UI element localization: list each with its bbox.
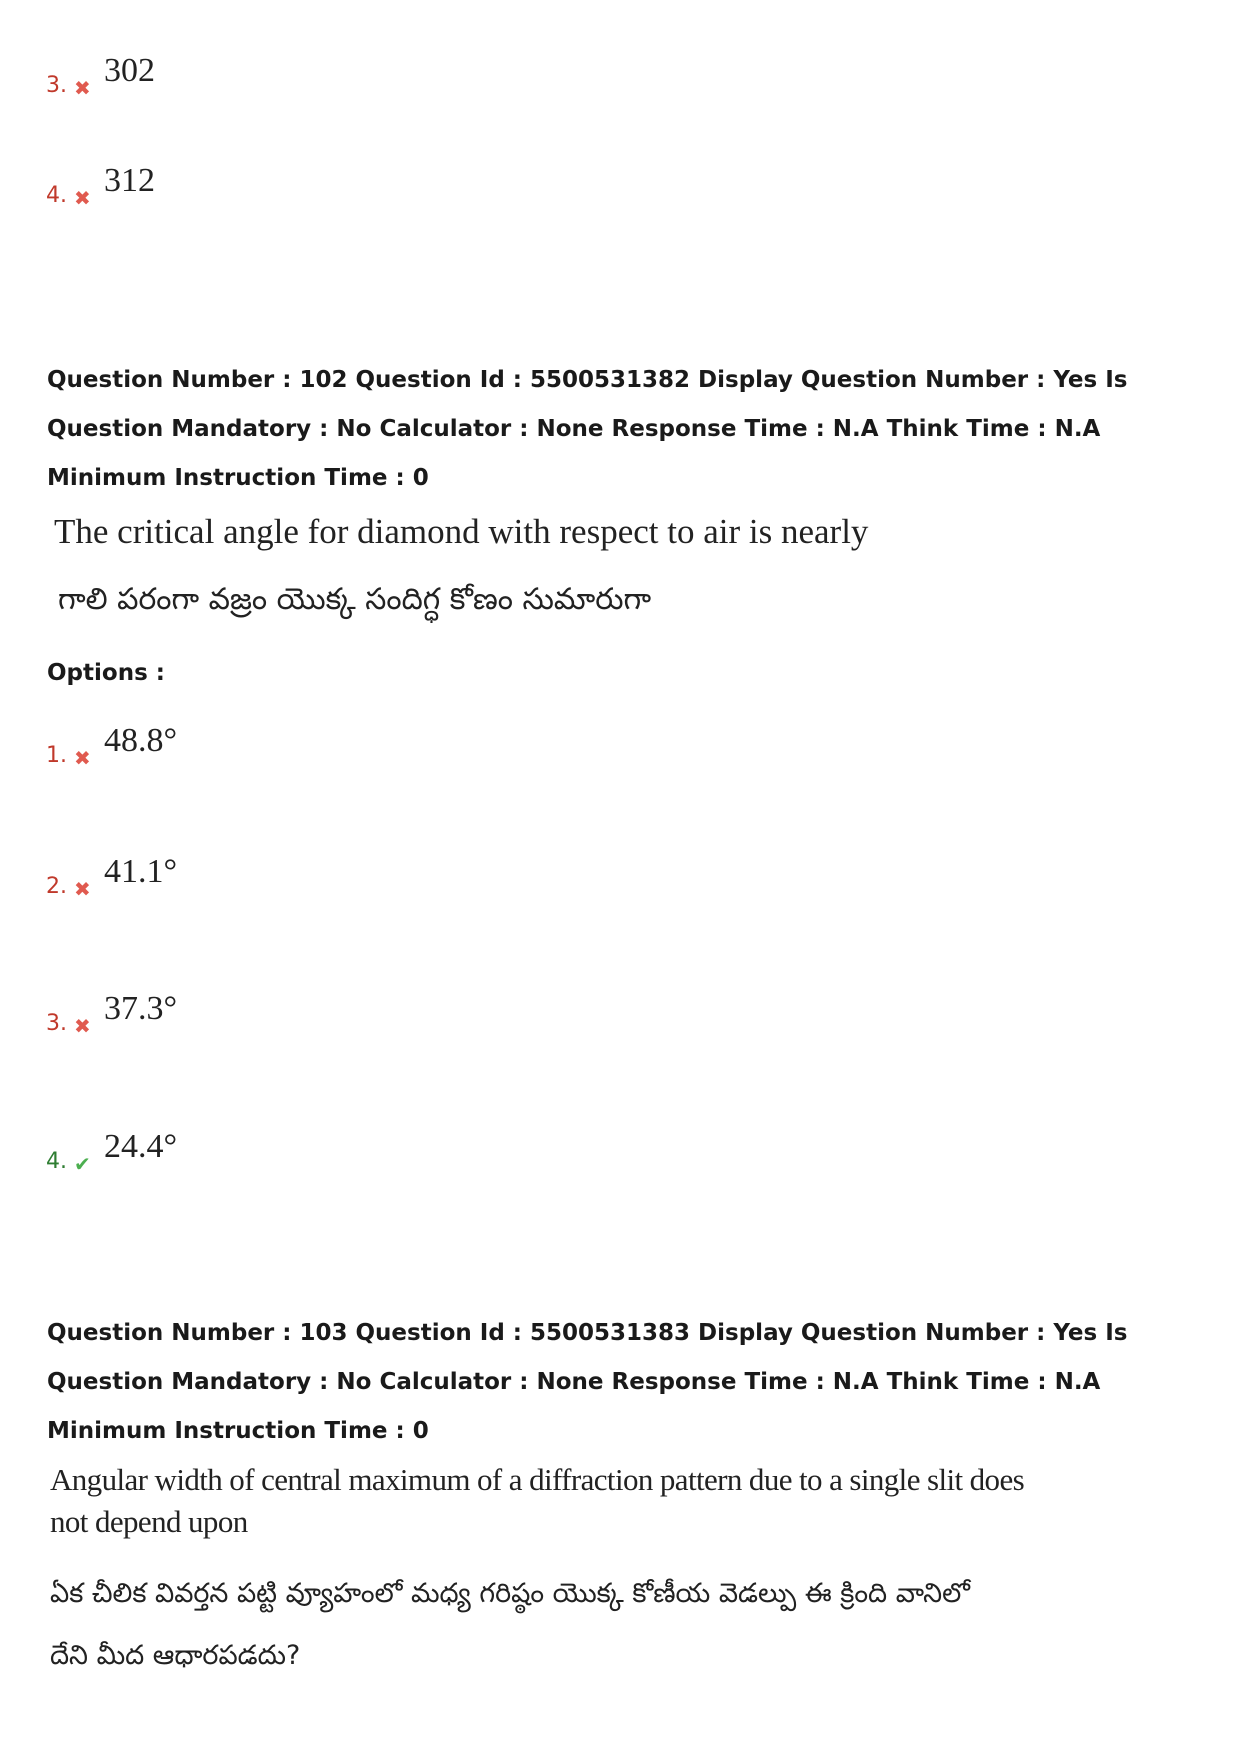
option-1 [46, 722, 177, 768]
option-value: 302 [104, 52, 155, 89]
option-value: 312 [104, 162, 155, 199]
question-text-telugu: గాలి పరంగా వజ్రం యొక్క సందిగ్ధ కోణం సుమారుగా [58, 582, 652, 617]
options-label: Options : [47, 660, 165, 686]
option-number: 3. [46, 73, 67, 98]
option-number: 3. [46, 1011, 67, 1036]
prev-option-3 [46, 52, 155, 98]
cross-icon: ✖ [74, 746, 91, 770]
question-text-telugu-line2: దేని మీద ఆధారపడదు? [50, 1640, 301, 1671]
option-value: 48.8° [104, 722, 178, 759]
cross-icon: ✖ [74, 76, 91, 100]
option-number: 4. [46, 1149, 67, 1174]
option-3 [46, 990, 177, 1036]
option-number: 2. [46, 874, 67, 899]
check-icon: ✔ [74, 1152, 91, 1176]
question-text-telugu-line1: ఏక చీలిక వివర్తన పట్టి వ్యూహంలో మధ్య గరిష్ఠం యొక్క కోణీయ వెడల్పు ఈ క్రింది వానిలో [50, 1578, 970, 1609]
question-text-english-line2: not depend upon [50, 1504, 248, 1539]
cross-icon: ✖ [74, 877, 91, 901]
option-number: 4. [46, 183, 67, 208]
question-meta: Question Number : 102 Question Id : 5500531382 Display Question Number : Yes Is Question Mandatory : No Calculator : None Response Time : N.A Think Time : N.A Minimum Instruction Time : 0 [47, 367, 1128, 491]
option-value: 37.3° [104, 990, 178, 1027]
option-2 [46, 853, 177, 899]
option-4 [46, 1128, 177, 1174]
option-value: 41.1° [104, 853, 178, 890]
question-text-english-line1: Angular width of central maximum of a diffraction pattern due to a single slit does [50, 1462, 1025, 1497]
question-meta: Question Number : 103 Question Id : 5500531383 Display Question Number : Yes Is Question Mandatory : No Calculator : None Response Time : N.A Think Time : N.A Minimum Instruction Time : 0 [47, 1320, 1128, 1444]
cross-icon: ✖ [74, 186, 91, 210]
cross-icon: ✖ [74, 1014, 91, 1038]
question-text-english: The critical angle for diamond with respect to air is nearly [54, 512, 869, 551]
prev-option-4 [46, 162, 155, 208]
option-number: 1. [46, 743, 67, 768]
option-value: 24.4° [104, 1128, 178, 1165]
